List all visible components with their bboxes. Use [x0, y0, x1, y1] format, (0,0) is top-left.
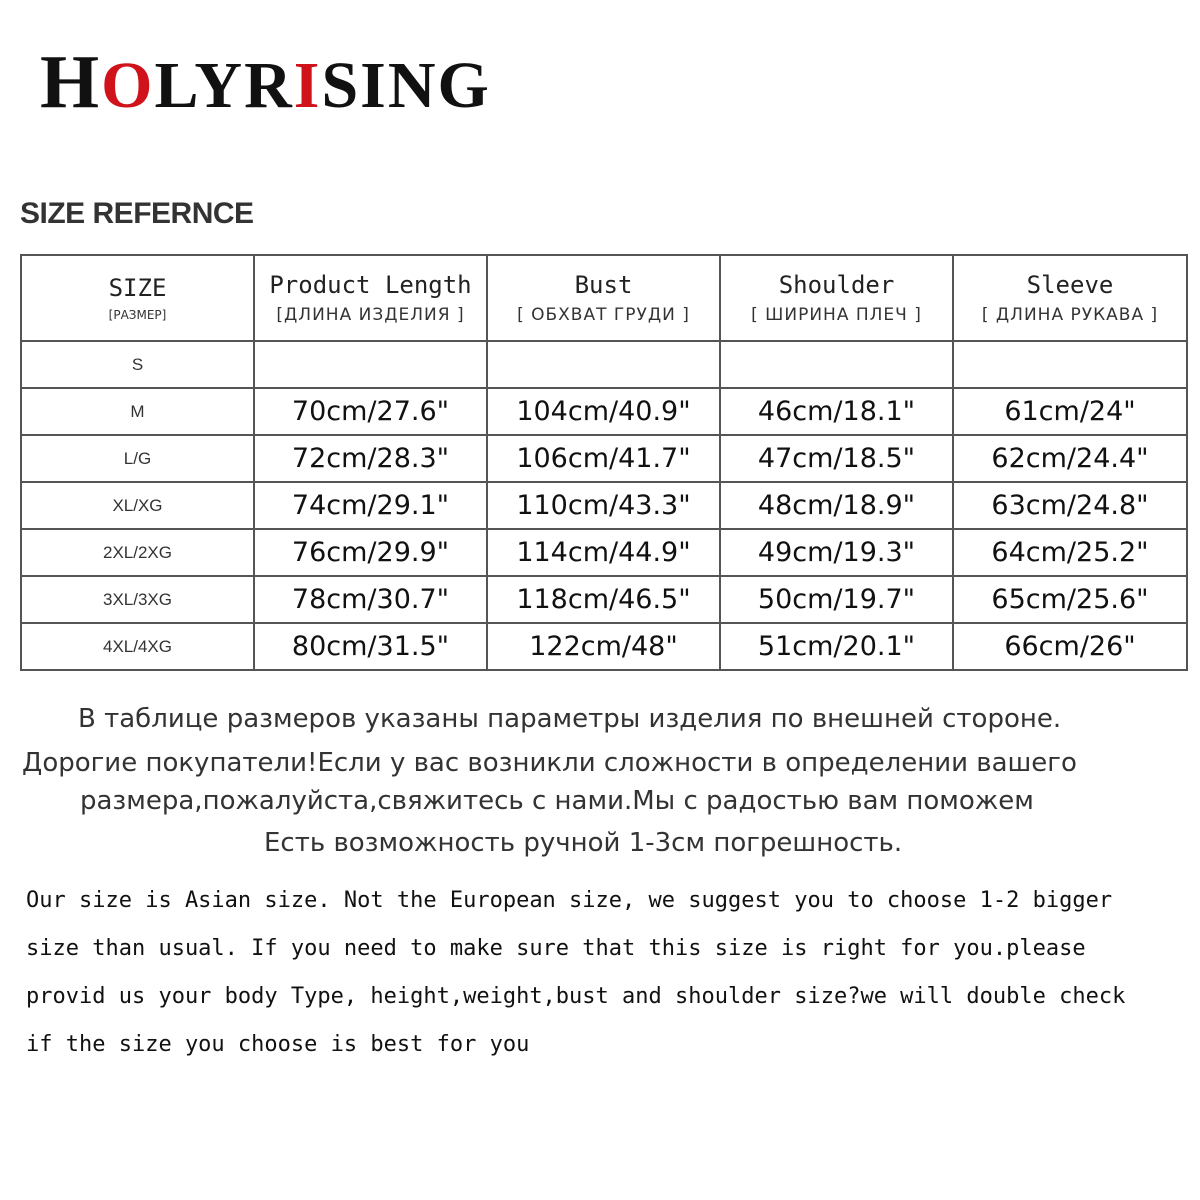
table-row [21, 341, 1187, 388]
table-row [21, 388, 1187, 435]
shoulder-cell [720, 341, 953, 388]
sleeve-cell: 63cm/24.8" [953, 482, 1187, 529]
bust-cell [487, 341, 720, 388]
length-cell: 80cm/31.5" [254, 623, 487, 670]
logo-letter: LYR [154, 49, 294, 122]
shoulder-cell: 49cm/19.3" [720, 529, 953, 576]
sleeve-cell: 62cm/24.4" [953, 435, 1187, 482]
sleeve-cell: 61cm/24" [953, 388, 1187, 435]
size-table [20, 254, 1188, 671]
table-row [21, 482, 1187, 529]
table-row [21, 623, 1187, 670]
sleeve-cell: 65cm/25.6" [953, 576, 1187, 623]
header-cell-length [254, 255, 487, 341]
length-cell [254, 341, 487, 388]
english-note-line: Our size is Asian size. Not the European size, we suggest you to choose 1-2 bigger [26, 888, 1113, 913]
logo-letter-accent: O [101, 49, 155, 122]
bust-cell: 114cm/44.9" [487, 529, 720, 576]
logo-letter: SING [321, 49, 491, 122]
size-cell: 2XL/2XG [21, 529, 254, 576]
table-header-row [21, 255, 1187, 341]
bust-cell: 110cm/43.3" [487, 482, 720, 529]
header-label: Sleeve [1026, 271, 1114, 299]
header-sublabel: [ ШИРИНА ПЛЕЧ ] [751, 305, 922, 325]
sleeve-cell: 64cm/25.2" [953, 529, 1187, 576]
size-cell: S [21, 341, 254, 388]
header-label: Bust [574, 271, 633, 299]
shoulder-cell: 48cm/18.9" [720, 482, 953, 529]
sleeve-cell [953, 341, 1187, 388]
header-label: Shoulder [778, 271, 895, 299]
header-sublabel: [ДЛИНА ИЗДЕЛИЯ ] [276, 305, 465, 325]
english-notes [26, 884, 1186, 1076]
header-cell-bust [487, 255, 720, 341]
russian-note-line: В таблице размеров указаны параметры изделия по внешней стороне. [78, 704, 1062, 734]
header-label: Product Length [269, 271, 472, 299]
length-cell: 72cm/28.3" [254, 435, 487, 482]
english-note-line: provid us your body Type, height,weight,bust and shoulder size?we will double check [26, 984, 1126, 1009]
shoulder-cell: 46cm/18.1" [720, 388, 953, 435]
header-cell-size [21, 255, 254, 341]
section-title: SIZE REFERNCE [20, 197, 254, 230]
size-cell: 4XL/4XG [21, 623, 254, 670]
bust-cell: 122cm/48" [487, 623, 720, 670]
size-cell: L/G [21, 435, 254, 482]
russian-note-line: размера,пожалуйста,свяжитесь с нами.Мы с радостью вам поможем [80, 786, 1034, 816]
table-row [21, 529, 1187, 576]
header-label: SIZE [108, 274, 167, 302]
size-cell: M [21, 388, 254, 435]
shoulder-cell: 51cm/20.1" [720, 623, 953, 670]
bust-cell: 118cm/46.5" [487, 576, 720, 623]
table-row [21, 576, 1187, 623]
header-sublabel: [ ДЛИНА РУКАВА ] [981, 305, 1159, 325]
size-cell: XL/XG [21, 482, 254, 529]
shoulder-cell: 47cm/18.5" [720, 435, 953, 482]
table-row [21, 435, 1187, 482]
logo-letter: H [40, 40, 102, 124]
length-cell: 74cm/29.1" [254, 482, 487, 529]
header-cell-sleeve [953, 255, 1187, 341]
english-note-line: size than usual. If you need to make sure that this size is right for you.please [26, 936, 1086, 961]
bust-cell: 106cm/41.7" [487, 435, 720, 482]
sleeve-cell: 66cm/26" [953, 623, 1187, 670]
length-cell: 70cm/27.6" [254, 388, 487, 435]
bust-cell: 104cm/40.9" [487, 388, 720, 435]
english-note-line: if the size you choose is best for you [26, 1032, 530, 1057]
size-cell: 3XL/3XG [21, 576, 254, 623]
logo-letter-accent: I [293, 49, 322, 122]
brand-logo [40, 40, 491, 124]
header-sublabel: [РАЗМЕР] [108, 308, 167, 322]
russian-note-line: Дорогие покупатели!Если у вас возникли сложности в определении вашего [22, 748, 1077, 778]
header-sublabel: [ ОБХВАТ ГРУДИ ] [517, 305, 690, 325]
length-cell: 76cm/29.9" [254, 529, 487, 576]
header-cell-shoulder [720, 255, 953, 341]
russian-note-line: Есть возможность ручной 1-3см погрешность. [264, 828, 903, 858]
shoulder-cell: 50cm/19.7" [720, 576, 953, 623]
length-cell: 78cm/30.7" [254, 576, 487, 623]
